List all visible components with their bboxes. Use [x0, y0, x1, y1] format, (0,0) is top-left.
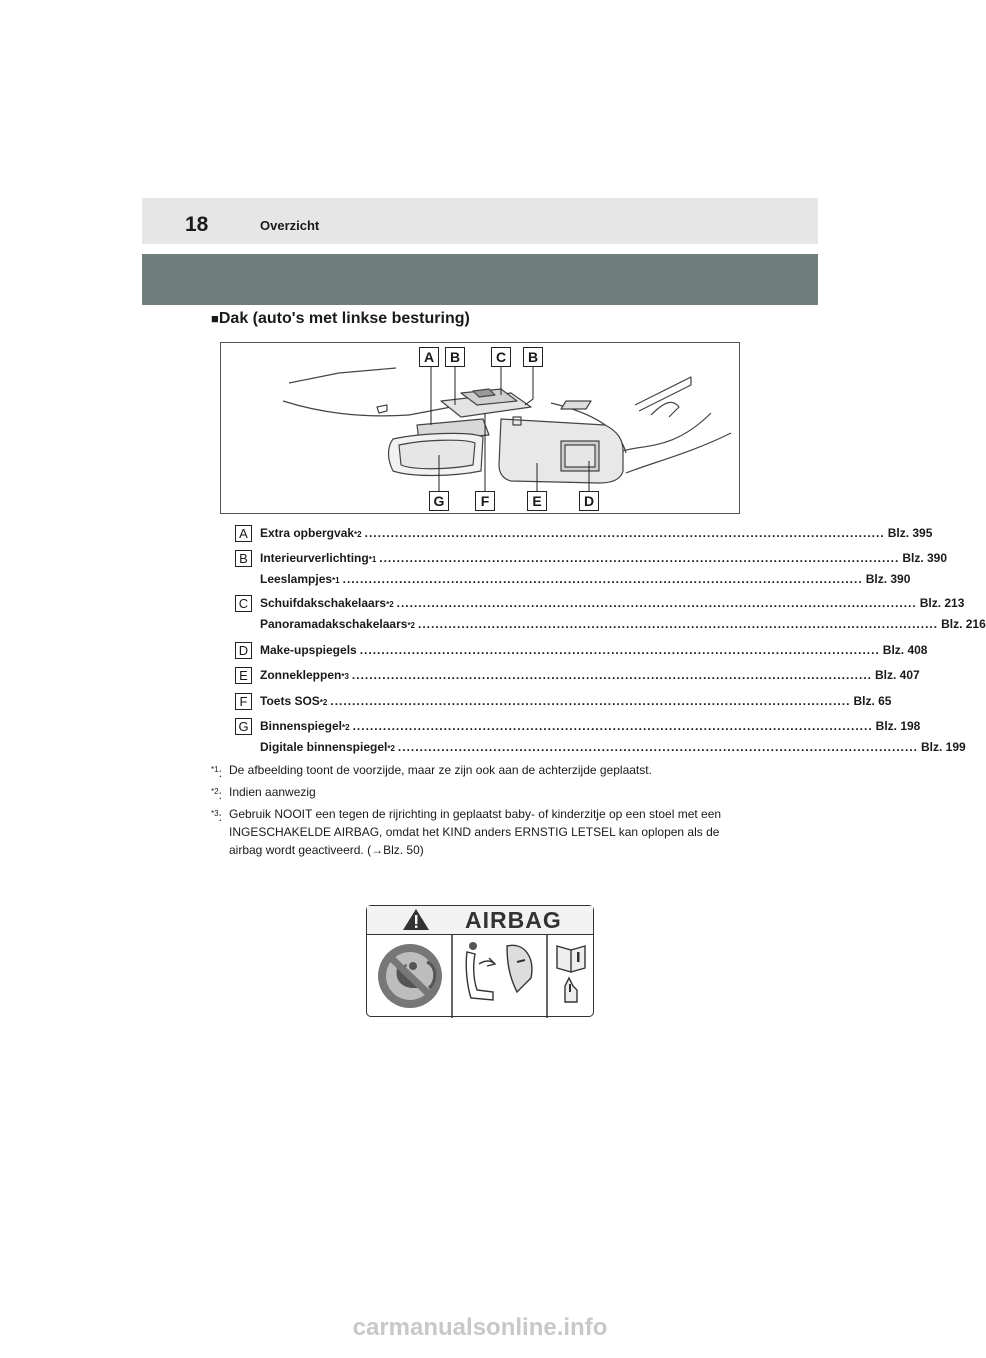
- section-band: [142, 254, 818, 305]
- legend-key-d: D: [235, 642, 252, 659]
- footnote-3: $^{*3}$: Gebruik NOOIT een tegen de rijrichting in geplaatst baby- of kinderzitje op een stoel met een INGESCHAKELDE AIRBAG, omdat het KIND anders ERNSTIG LETSEL kan oplopen als de airbag wordt geactiveerd. (→Blz. 50): [211, 805, 751, 859]
- item-note: *2: [387, 744, 395, 753]
- legend-item: Extra opbergvak *2 ........................................................................................................................ Blz. 395: [260, 526, 933, 540]
- item-label: Panoramadakschakelaars: [260, 617, 408, 631]
- legend-item: Panoramadakschakelaars *2 ........................................................................................................................ Blz. 216: [260, 617, 986, 631]
- section-title: Overzicht: [260, 218, 320, 233]
- item-page: Blz. 198: [875, 719, 921, 733]
- warning-triangle-icon: [403, 909, 429, 930]
- footnote-mark: *3: [211, 809, 219, 818]
- airbag-deploy-icon: [466, 942, 532, 1000]
- item-label: Schuifdakschakelaars: [260, 596, 387, 610]
- page-number: 18: [185, 213, 209, 236]
- footnote-text: Indien aanwezig: [229, 785, 316, 799]
- item-note: *1: [332, 576, 340, 585]
- footnote-1: $^{*1}$: De afbeelding toont de voorzijde, maar ze zijn ook aan de achterzijde geplaatst.: [211, 761, 751, 779]
- figure-callout-c: C: [491, 347, 511, 367]
- item-page: Blz. 199: [921, 740, 966, 754]
- legend-item: Digitale binnenspiegel *2 ........................................................................................................................ Blz. 199: [260, 740, 966, 754]
- figure-callout-g: G: [429, 491, 449, 511]
- item-page: Blz. 408: [882, 643, 928, 657]
- item-label: Zonnekleppen: [260, 668, 342, 682]
- item-page: Blz. 390: [902, 551, 948, 565]
- legend-key-c: C: [235, 595, 252, 612]
- header-bar: [142, 198, 818, 244]
- item-page: Blz. 407: [874, 668, 920, 682]
- airbag-word: AIRBAG: [465, 907, 562, 933]
- legend-key-a: A: [235, 525, 252, 542]
- footnote-mark: *1: [211, 765, 219, 774]
- item-page: Blz. 390: [865, 572, 911, 586]
- legend-key-b: B: [235, 550, 252, 567]
- legend-item: Leeslampjes *1 ........................................................................................................................ Blz. 390: [260, 572, 911, 586]
- no-rear-facing-seat-icon: [378, 944, 442, 1008]
- read-manual-icon: [557, 946, 585, 1002]
- item-note: *2: [386, 600, 394, 609]
- item-note: *1: [368, 555, 377, 564]
- item-page: Blz. 395: [887, 526, 933, 540]
- subheading: [211, 310, 470, 328]
- footnote-mark: *2: [211, 787, 219, 796]
- legend-key-g: G: [235, 718, 252, 735]
- item-label: Digitale binnenspiegel: [260, 740, 388, 754]
- item-note: *2: [342, 723, 350, 732]
- item-label: Extra opbergvak: [260, 526, 355, 540]
- figure-callout-b-right: B: [523, 347, 543, 367]
- item-note: *3: [341, 672, 349, 681]
- item-note: *2: [354, 530, 362, 539]
- legend-key-f: F: [235, 693, 252, 710]
- figure-callout-f: F: [475, 491, 495, 511]
- item-label: Toets SOS: [260, 694, 320, 708]
- item-page: Blz. 213: [919, 596, 965, 610]
- item-note: *2: [407, 621, 415, 630]
- footnote-text: De afbeelding toont de voorzijde, maar ze zijn ook aan de achterzijde geplaatst.: [229, 763, 652, 777]
- subheading-text: Dak (auto's met linkse besturing): [218, 310, 470, 327]
- legend-item: Make-upspiegels ........................................................................................................................ Blz. 408: [260, 643, 928, 657]
- legend-item: Zonnekleppen *3 ........................................................................................................................ Blz. 407: [260, 668, 920, 682]
- legend-item: Toets SOS *2 ........................................................................................................................ Blz. 65: [260, 694, 892, 708]
- footnote-2: $^{*2}$: Indien aanwezig: [211, 783, 751, 801]
- legend-item: Schuifdakschakelaars *2 ........................................................................................................................ Blz. 213: [260, 596, 965, 610]
- legend-item: Interieurverlichting *1 ........................................................................................................................ Blz. 390: [260, 551, 948, 565]
- item-label: Make-upspiegels: [260, 643, 357, 657]
- watermark: carmanualsonline.info: [352, 1314, 608, 1341]
- figure-callout-b-left: B: [445, 347, 465, 367]
- item-page: Blz. 65: [853, 694, 892, 708]
- figure-callout-e: E: [527, 491, 547, 511]
- item-page: Blz. 216: [941, 617, 986, 631]
- item-label: Leeslampjes: [260, 572, 333, 586]
- item-label: Interieurverlichting: [260, 551, 369, 565]
- legend-key-e: E: [235, 667, 252, 684]
- airbag-warning-label: [366, 905, 594, 1017]
- square-bullet-icon: ■: [211, 311, 219, 326]
- item-note: *2: [319, 698, 328, 707]
- roof-drawing: [221, 343, 741, 515]
- roof-illustration: [220, 342, 740, 514]
- item-label: Binnenspiegel: [260, 719, 343, 733]
- footnote-text: Gebruik NOOIT een tegen de rijrichting in geplaatst baby- of kinderzitje op een stoel met een INGESCHAKELDE AIRBAG, omdat het KIND anders ERNSTIG LETSEL kan oplopen als de airbag wordt geactiveerd. (→Blz. 50): [229, 807, 722, 857]
- figure-callout-a: A: [419, 347, 439, 367]
- legend-item: Binnenspiegel *2 ........................................................................................................................ Blz. 198: [260, 719, 921, 733]
- figure-callout-d: D: [579, 491, 599, 511]
